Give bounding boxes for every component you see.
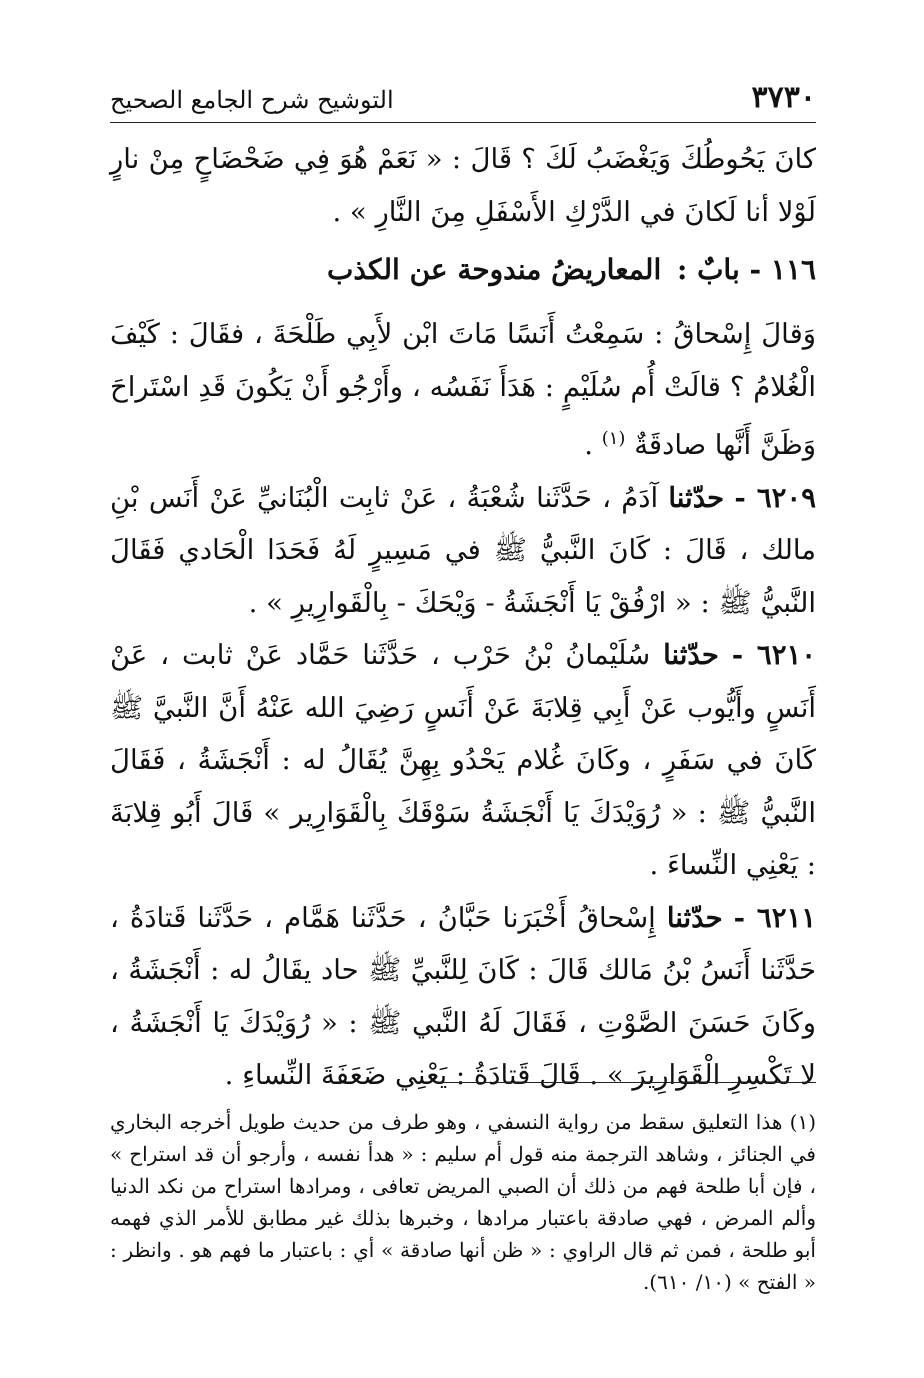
book-page [110,78,817,1294]
hadith-opening: حدّثنا [668,481,725,514]
footnotes [110,1106,816,1298]
hadith-number: ٦٢١١ - [733,901,817,934]
hadith-number: ٦٢١٠ - [731,639,817,672]
footnote-reference: (١) [601,428,626,449]
paragraph-muallaq [110,308,816,472]
running-title: التوشيح شرح الجامع الصحيح [110,86,394,114]
hadith-text: آدَمُ ، حَدَّثَنا شُعْبَةُ ، عَنْ ثابِت الْبُنَانيِّ عَنْ أَنَس بْنِ مالك ، قَالَ : كَانَ النَّبيُّ ﷺ في مَسِيرٍ لَهُ فَحَدَا الْحَادي فَقَالَ النَّبيُّ ﷺ : « ارْفُقْ يَا أَنْجَشَةُ - وَيْحَكَ - بِالْقَوارِيرِ » . [110,481,816,619]
muallaq-end: . [584,429,602,462]
chapter-heading [110,242,816,298]
hadith-6211 [110,892,816,1102]
hadith-opening: حدّثنا [663,639,719,672]
main-text [110,133,816,1102]
hadith-text: إِسْحاقُ أَخْبَرَنا حَبَّانُ ، حَدَّثَنا هَمَّام ، حَدَّثَنا قَتادَةُ ، حَدَّثَنا أَنَسُ بْنُ مَالك قَالَ : كَانَ لِلنَّبيِّ ﷺ حاد يقَالُ له : أَنْجَشَةُ ، وكَانَ حَسَنَ الصَّوْتِ ، فَقَالَ لَهُ النَّبي ﷺ : « رُوَيْدَكَ يَا أَنْجَشَةُ ، لا تَكْسِرِ الْقَوَارِيرَ » . قَالَ قَتادَةُ : يَعْنِي ضَعَفَةَ النِّساءِ . [110,901,816,1092]
hadith-6209 [110,472,816,630]
footnote-divider [436,1082,816,1083]
paragraph-continuation: كانَ يَحُوطُكَ وَيَغْضَبُ لَكَ ؟ قَالَ : « نَعَمْ هُوَ فِي ضَحْضَاحٍ مِنْ نارٍ لَوْلا أنا لَكانَ في الدَّرْكِ الأَسْفَلِ مِنَ النَّارِ » . [110,143,816,228]
hadith-opening: حدّثنا [666,901,723,934]
muallaq-text: وَقالَ إِسْحاقُ : سَمِعْتُ أَنَسًا مَاتَ ابْن لأَبِي طَلْحَةَ ، فقَالَ : كَيْفَ الْغُلامُ ؟ قالَتْ أُم سُلَيْمٍ : هَدَأَ نَفَسُه ، وأَرْجُو أَنْ يَكُونَ قَدِ اسْتَراحَ وَظَنَّ أَنَّها صادقَةٌ [110,318,816,462]
hadith-text: سُلَيْمانُ بْنُ حَرْب ، حَدَّثَنا حَمَّاد عَنْ ثابت ، عَنْ أَنَسٍ وأَيُّوب عَنْ أَبِي قِلابَةَ عَنْ أَنَسٍ رَضِيَ الله عَنْهُ أَنَّ النَّبيَّ ﷺ كَانَ في سَفَرٍ ، وكَانَ غُلام يَحْدُو بِهِنَّ يُقَالُ له : أَنْجَشَةُ ، فَقَالَ النَّبيُّ ﷺ : « رُوَيْدَكَ يَا أَنْجَشَةُ سَوْقَكَ بِالْقَوَارِير » قَالَ أَبُو قِلابَةَ : يَعْنِي النِّساءَ . [110,639,816,882]
page-header [110,78,816,123]
page-number: ٣٧٣٠ [751,80,816,115]
chapter-title: المعاريضُ مندوحة عن الكذب [326,253,662,286]
chapter-number: ١١٦ - بابٌ : [676,253,816,286]
footnote-1: (١) هذا التعليق سقط من رواية النسفي ، وهو طرف من حديث طويل أخرجه البخاري في الجنائز ، وشاهد الترجمة منه قول أم سليم : « هدأ نفسه ، وأرجو أن قد استراح » ، فإن أبا طلحة فهم من ذلك أن الصبي المريض تعافى ، ومرادها استراح من نكد الدنيا وألم المرض ، فهي صادقة باعتبار مرادها ، وخبرها بذلك غير مطابق للأمر الذي فهمه أبو طلحة ، فمن ثم قال الراوي : « ظن أنها صادقة » أي : باعتبار ما فهم هو . وانظر : « الفتح » (١٠/ ٦١٠). [110,1110,816,1294]
hadith-number: ٦٢٠٩ - [734,481,816,514]
hadith-6210 [110,629,816,892]
